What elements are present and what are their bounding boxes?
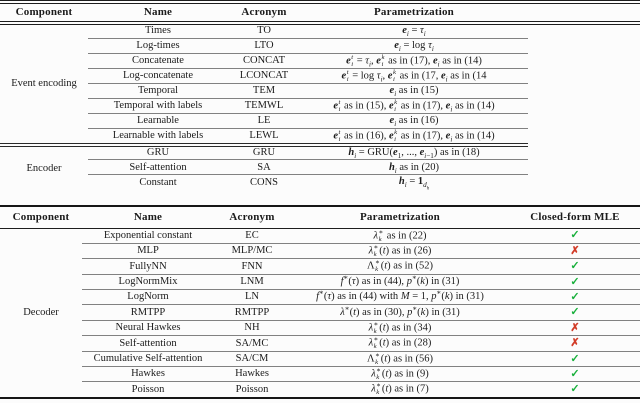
check-icon: ✓ [570,367,580,380]
table-row [0,98,640,113]
name-cell: LogNorm [82,290,214,305]
name-cell: MLP [82,243,214,258]
param-cell: e t i = $\log \tau_i$, e k i as in (17, $e_i$ as in (14 [300,68,528,83]
table-row [0,160,640,175]
mle-cell [510,367,640,382]
param-cell: λ∗(t) as in (30), p∗(k) in (31) [290,305,510,320]
table-row [0,145,640,160]
spacer-cell [528,23,640,38]
param-cell: Λ ∗ k (t) as in (56) [290,351,510,366]
header-acronym: Acronym [214,206,290,228]
table-row [0,259,640,274]
name-cell: Concatenate [88,53,228,68]
table-row [0,175,640,190]
param-cell: e t i as in (15), e k i as in (17), $e_i$ as in (14) [300,98,528,113]
name-cell: Poisson [131,383,165,395]
mle-cell [510,228,640,243]
mle-cell [510,274,640,289]
name-cell: Hawkes [82,367,214,382]
name-cell: Exponential constant [82,228,214,243]
name-cell: Log-times [88,38,228,53]
name-cell: Learnable with labels [88,128,228,145]
table-header-row [0,2,640,23]
acronym-cell: Poisson [235,383,269,395]
param-cell: λ ∗ k as in (22) [290,228,510,243]
table-row [0,83,640,98]
spacer-cell [528,175,640,190]
param-cell: $e_i$ as in (16) [300,113,528,128]
check-icon: ✓ [570,306,580,319]
table-row [0,320,640,335]
param-cell: $e_i$ as in (15) [300,83,528,98]
table-row [0,243,640,258]
param-cell: λ ∗ k (t) as in (7) [371,382,429,397]
header-component: Component [0,206,82,228]
table-row [0,23,640,38]
header-acronym: Acronym [228,2,300,23]
spacer-cell [528,68,640,83]
header-component: Component [0,2,88,23]
table-row [0,305,640,320]
param-cell: λ ∗ k (t) as in (26) [290,243,510,258]
cross-icon: ✗ [570,244,580,257]
table-row [0,38,640,53]
name-cell: Log-concatenate [88,68,228,83]
name-cell: Neural Hawkes [82,320,214,335]
header-spacer [528,2,640,23]
acronym-cell: RMTPP [214,305,290,320]
cross-icon: ✗ [570,337,580,350]
acronym-cell: Hawkes [214,367,290,382]
acronym-cell: LNM [214,274,290,289]
decoder-table [0,205,640,399]
spacer-cell [528,113,640,128]
acronym-cell: LN [214,290,290,305]
spacer-cell [528,160,640,175]
mle-cell [510,382,640,398]
param-cell: $e_i = \tau_i$ [300,23,528,38]
name-cell: Constant [139,176,177,188]
spacer-cell [528,83,640,98]
mle-cell [510,259,640,274]
acronym-cell: MLP/MC [214,243,290,258]
table-row [0,113,640,128]
check-icon: ✓ [570,229,580,242]
acronym-cell: EC [214,228,290,243]
table-row [0,351,640,366]
acronym-cell: GRU [228,145,300,160]
param-cell: $e_i = \log \tau_i$ [300,38,528,53]
name-cell: FullyNN [82,259,214,274]
spacer-cell [528,38,640,53]
header-name: Name [82,206,214,228]
acronym-cell: LTO [228,38,300,53]
component-group-label: Encoder [26,162,62,174]
name-cell: Times [88,23,228,38]
acronym-cell: TEMWL [228,98,300,113]
param-cell: e t i as in (16), e k i as in (17), $e_i$ as in (14) [300,128,528,145]
check-icon: ✓ [570,275,580,288]
name-cell: Self-attention [88,160,228,175]
name-cell: Temporal with labels [88,98,228,113]
param-cell: $h_i = 1_{d_h}$ [398,175,430,192]
param-cell: λ ∗ k (t) as in (28) [290,336,510,351]
acronym-cell: NH [214,320,290,335]
name-cell: Cumulative Self-attention [82,351,214,366]
acronym-cell: TO [228,23,300,38]
name-cell: Learnable [88,113,228,128]
spacer-cell [528,145,640,160]
param-cell: f∗(τ) as in (44) with M = 1, p∗(k) in (31) [290,290,510,305]
name-cell: GRU [88,145,228,160]
param-cell: λ ∗ k (t) as in (34) [290,320,510,335]
table-header-row [0,206,640,228]
acronym-cell: CONS [249,176,278,188]
param-cell: $h_i = GRU(e_1$, ..., $e_{i-1}$) as in (18) [300,145,528,160]
cross-icon: ✗ [570,321,580,334]
mle-cell [510,305,640,320]
mle-cell [510,290,640,305]
table-row [0,128,640,145]
name-cell: Self-attention [82,336,214,351]
spacer-cell [528,98,640,113]
mle-cell [510,336,640,351]
mle-cell [510,351,640,366]
check-icon: ✓ [570,352,580,365]
acronym-cell: TEM [228,83,300,98]
check-icon: ✓ [570,290,580,303]
header-parametrization: Parametrization [300,2,528,23]
param-cell: $h_i$ as in (20) [300,160,528,175]
component-group-label: Event encoding [0,23,88,145]
name-cell: Temporal [88,83,228,98]
table-row [0,290,640,305]
header-closed-form-mle: Closed-form MLE [510,206,640,228]
param-cell: Λ ∗ k (t) as in (52) [290,259,510,274]
acronym-cell: CONCAT [228,53,300,68]
header-name: Name [88,2,228,23]
acronym-cell: LCONCAT [228,68,300,83]
event-encoding-encoder-table [0,0,640,190]
header-parametrization: Parametrization [290,206,510,228]
table-row [0,274,640,289]
component-group-label: Decoder [23,306,59,318]
table-row [0,382,640,398]
acronym-cell: SA/CM [214,351,290,366]
acronym-cell: SA [228,160,300,175]
param-cell: λ ∗ k (t) as in (9) [290,367,510,382]
mle-cell [510,320,640,335]
acronym-cell: FNN [214,259,290,274]
acronym-cell: LEWL [228,128,300,145]
acronym-cell: LE [228,113,300,128]
param-cell: e t i = $\tau_i$, e k i as in (17), $e_i$ as in (14) [300,53,528,68]
table-row [0,367,640,382]
name-cell: RMTPP [82,305,214,320]
param-cell: f∗(τ) as in (44), p∗(k) in (31) [290,274,510,289]
spacer-cell [528,128,640,145]
table-row [0,53,640,68]
spacer-cell [528,53,640,68]
table-row [0,68,640,83]
acronym-cell: SA/MC [214,336,290,351]
mle-cell [510,243,640,258]
name-cell: LogNormMix [82,274,214,289]
table-row [0,336,640,351]
check-icon: ✓ [570,383,580,396]
check-icon: ✓ [570,260,580,273]
table-row [0,228,640,243]
